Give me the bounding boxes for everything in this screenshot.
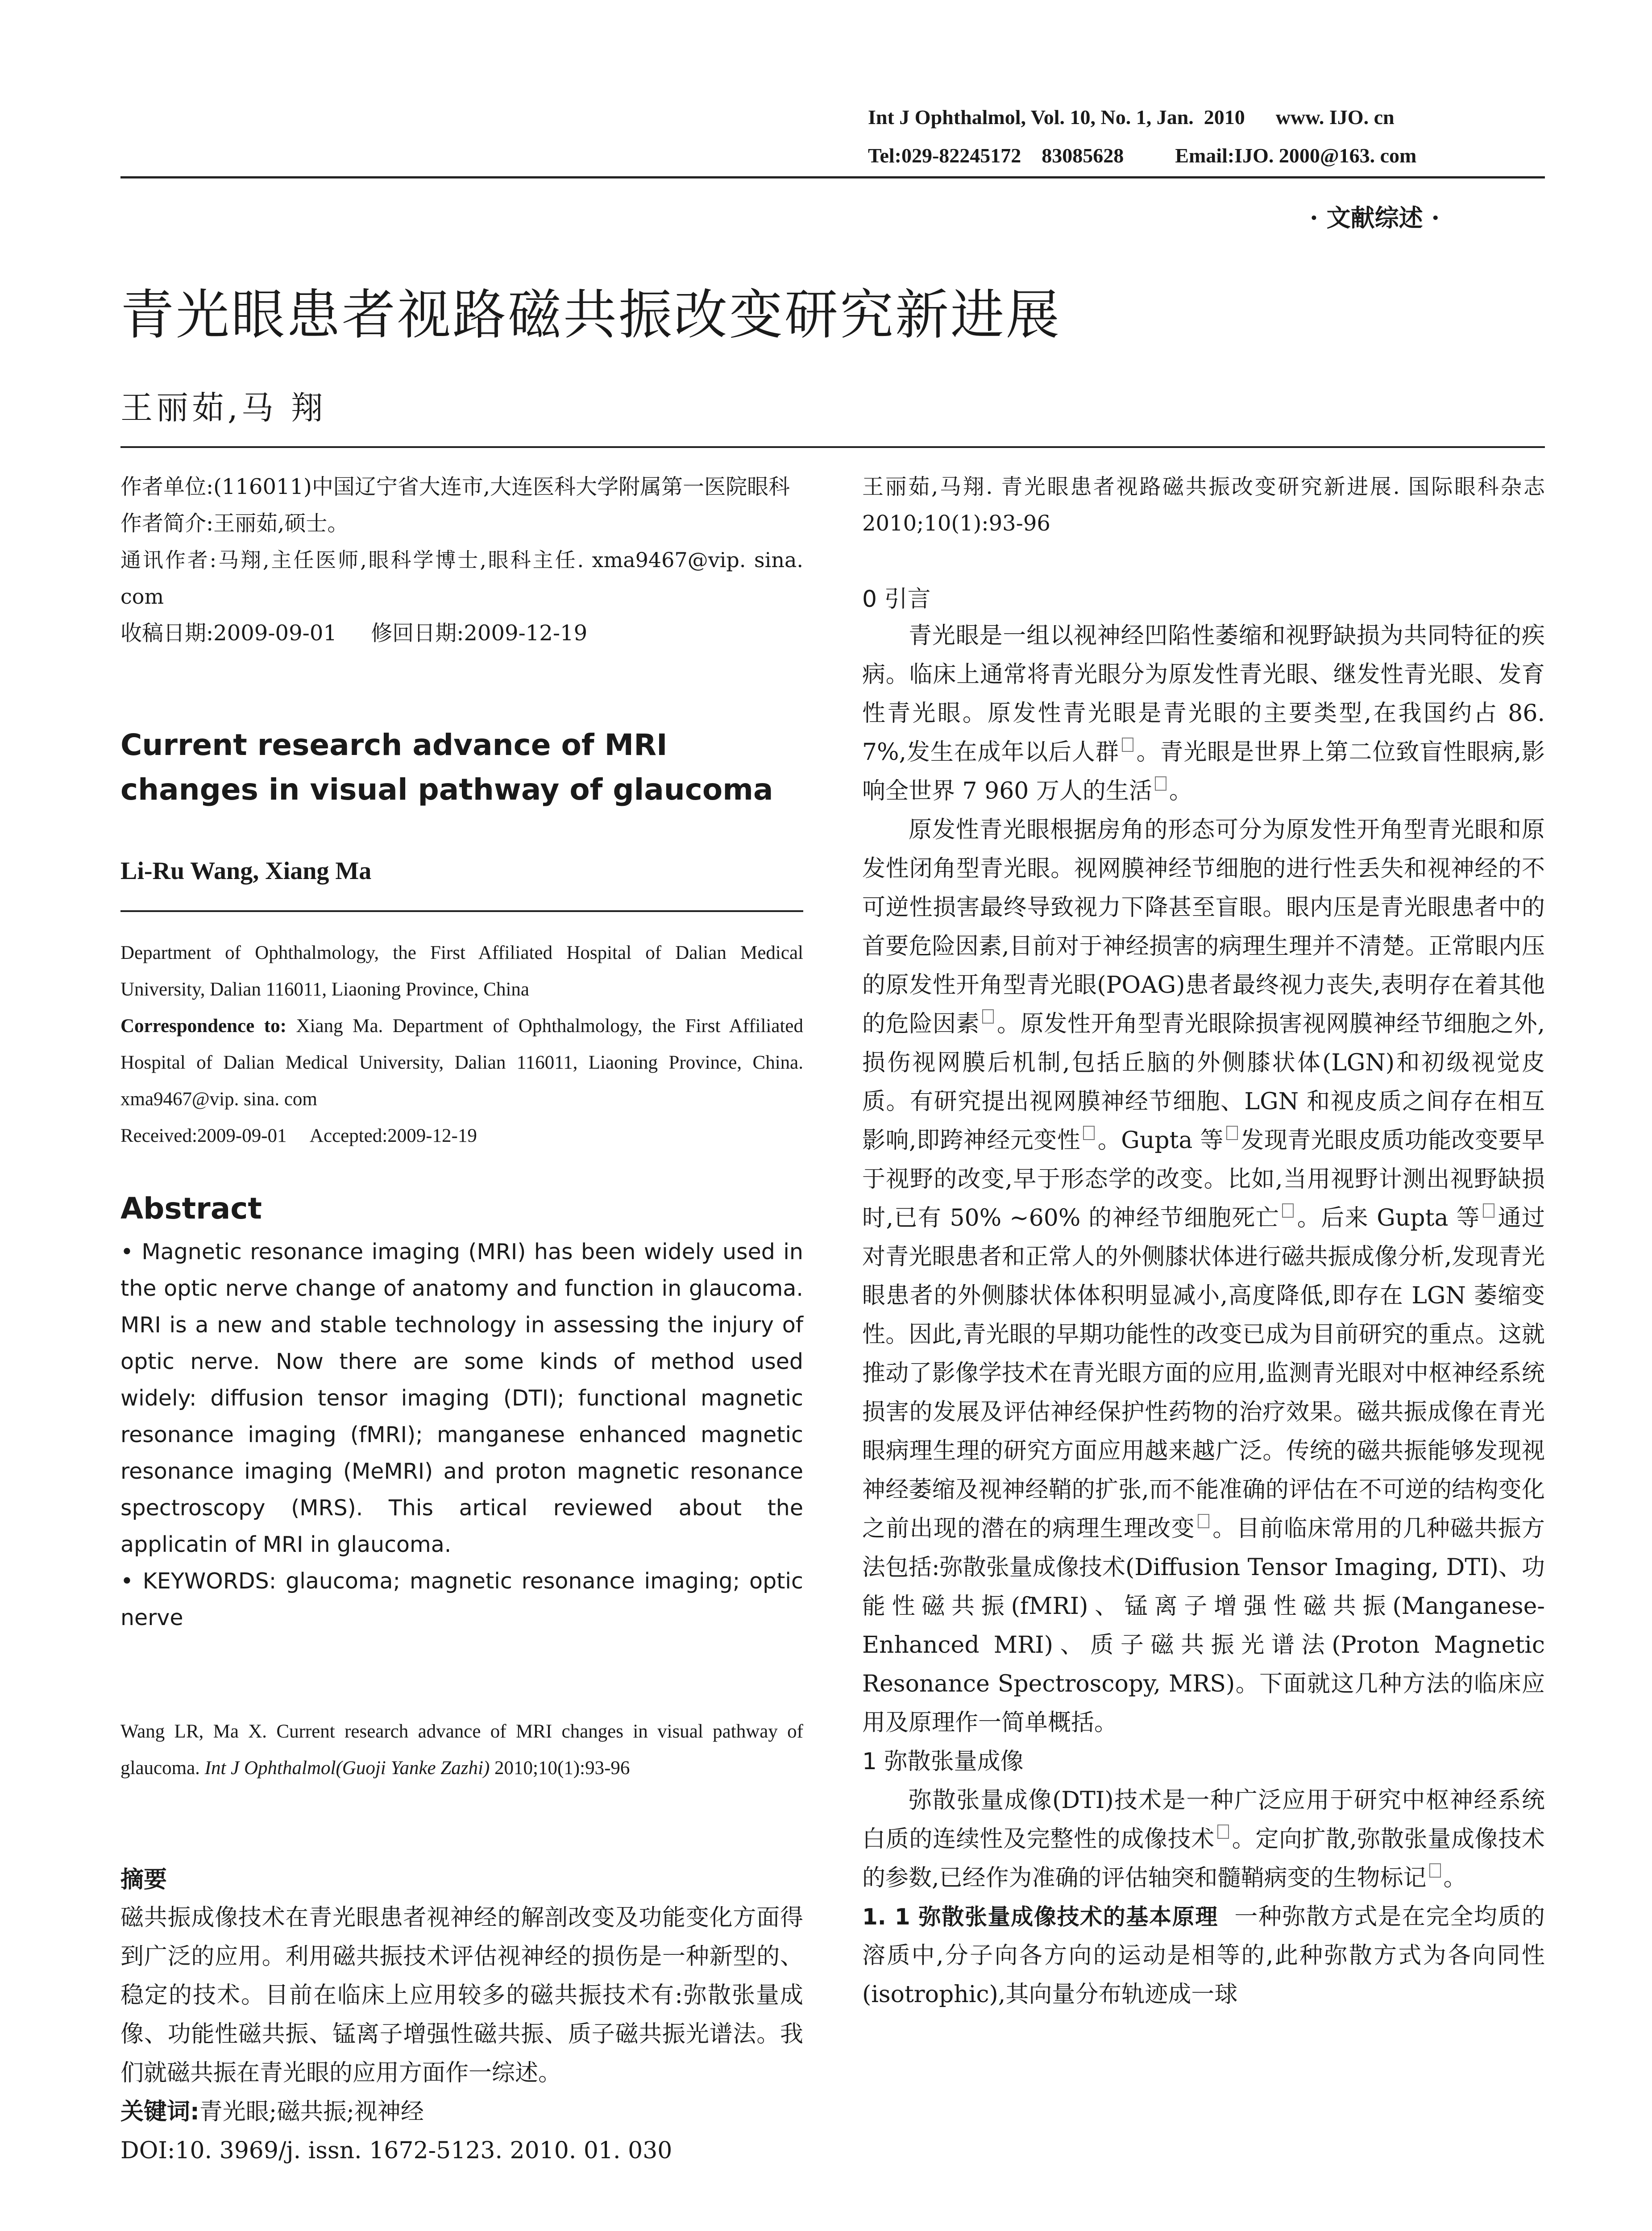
authors-en: Li-Ru Wang, Xiang Ma [120,857,372,885]
keywords-label-cn: 关键词: [120,2098,199,2125]
citation-cn: 王丽茹,马翔. 青光眼患者视路磁共振改变研究新进展. 国际眼科杂志 2010;10(1):93-96 [862,474,1545,536]
citation-marker [1282,1203,1294,1218]
affiliation-text: 作者单位:(116011)中国辽宁省大连市,大连医科大学附属第一医院眼科 [120,474,790,499]
corresponding-author: 通讯作者:马翔,主任医师,眼科学博士,眼科主任. xma9467@vip. sina. com [120,548,803,609]
section-0-heading: 0 引言 [862,586,931,613]
author-rule [120,910,803,912]
paragraph-dti-principle: 一种弥散方式是在完全均质的溶质中,分子向各方向的运动是相等的,此种弥散方式为各向同性(isotrophic),其向量分布轨迹成一球 [862,1903,1545,2008]
affiliation-en-block [120,935,803,1154]
paper-title-cn: 青光眼患者视路磁共振改变研究新进展 [120,284,1061,346]
received-dates-cn: 收稿日期:2009-09-01 修回日期:2009-12-19 [120,621,588,646]
citation-marker [1198,1514,1209,1528]
abstract-heading-cn: 摘要 [120,1866,167,1893]
paragraph-dti: 弥散张量成像(DTI)技术是一种广泛应用于研究中枢神经系统白质的连续性及完整性的成像技术 。定向扩散,弥散张量成像技术的参数,已经作为准确的评估轴突和髓鞘病变的生物标记 。 [862,1787,1545,1891]
section-1-heading: 1 弥散张量成像 [862,1748,1024,1775]
citation-cn-block [862,469,1545,542]
header-rule [120,176,1545,178]
abstract-block [120,1234,803,1636]
abstract-heading: Abstract [120,1191,262,1226]
title-rule [120,446,1545,448]
citation-marker [1217,1825,1229,1839]
abstract-text-cn: 磁共振成像技术在青光眼患者视神经的解剖改变及功能变化方面得到广泛的应用。利用磁共振技术评估视神经的损伤是一种新型的、稳定的技术。目前在临床上应用较多的磁共振技术有:弥散张量成像、功能性磁共振、锰离子增强性磁共振、质子磁共振光谱法。我们就磁共振在青光眼的应用方面作一综述。 [120,1904,803,2086]
abstract-text: • Magnetic resonance imaging (MRI) has been widely used in the optic nerve change of anatomy and function in glaucoma. MRI is a new and stable technology in assessing the injury of optic nerve. Now there are some kinds of method used widely: diffusion tensor imaging (DTI); functional magnetic resonance imaging (fMRI); manganese enhanced magnetic resonance imaging (MeMRI) and proton magnetic resonance spectroscopy (MRS). This artical reviewed about the applicatin of MRI in glaucoma. [120,1239,803,1557]
section-tag: · 文献综述 · [1310,203,1440,232]
body-text [862,617,1545,2014]
citation-marker [1483,1203,1494,1218]
keywords-en: • KEYWORDS: glaucoma; magnetic resonance imaging; optic nerve [120,1568,803,1630]
correspondence-text: Xiang Ma. Department of Ophthalmology, the First Affiliated Hospital of Dalian Medical University, Dalian 116011, Liaoning Province, China. xma9467@vip. sina. com [120,1016,803,1110]
subsection-1-1-heading: 1. 1 弥散张量成像技术的基本原理 [862,1904,1218,1930]
citation-en-text: Wang LR, Ma X. Current research advance of MRI changes in visual pathway of glaucoma. [120,1721,803,1779]
citation-marker [1429,1863,1441,1878]
citation-marker [1155,776,1166,791]
keywords-cn: 青光眼;磁共振;视神经 [199,2098,424,2125]
department-en: Department of Ophthalmology, the First Affiliated Hospital of Dalian Medical University, Dalian 116011, Liaoning Province, China [120,942,803,1000]
authors-cn: 王丽茹,马 翔 [120,389,327,427]
affiliation-block [120,469,803,651]
citation-marker [1083,1126,1095,1140]
correspondence-label: Correspondence to: [120,1016,286,1037]
doi: DOI:10. 3969/j. issn. 1672-5123. 2010. 01. 030 [120,2137,672,2164]
citation-journal: Int J Ophthalmol(Guoji Yanke Zazhi) [204,1758,490,1779]
citation-marker [1226,1126,1238,1140]
citation-en-block [120,1713,803,1787]
citation-marker [982,1009,994,1024]
paragraph-intro: 青光眼是一组以视神经凹陷性萎缩和视野缺损为共同特征的疾病。临床上通常将青光眼分为原发性青光眼、继发性青光眼、发育性青光眼。原发性青光眼是青光眼的主要类型,在我国约占 86. 7%,发生在成年以后人群 。青光眼是世界上第二位致盲性眼病,影响全世界 7 960 万人的生活 。 [862,622,1545,804]
paper-title-en: Current research advance of MRI changes in visual pathway of glaucoma [120,728,773,807]
received-dates-en: Received:2009-09-01 Accepted:2009-12-19 [120,1125,477,1146]
journal-header-line1: Int J Ophthalmol, Vol. 10, No. 1, Jan. 2010 www. IJO. cn [868,106,1395,129]
paragraph-primary-glaucoma: 原发性青光眼根据房角的形态可分为原发性开角型青光眼和原发性闭角型青光眼。视网膜神经节细胞的进行性丢失和视神经的不可逆性损害最终导致视力下降甚至盲眼。眼内压是青光眼患者中的首要危险因素,目前对于神经损害的病理生理并不清楚。正常眼内压的原发性开角型青光眼(POAG)患者最终视力丧失,表明存在着其他的危险因素 。原发性开角型青光眼除损害视网膜神经节细胞之外,损伤视网膜后机制,包括丘脑的外侧膝状体(LGN)和初级视觉皮质。有研究提出视网膜神经节细胞、LGN 和视皮质之间存在相互影响,即跨神经元变性 。Gupta 等 发现青光眼皮质功能改变要早于视野的改变,早于形态学的改变。比如,当用视野计测出视野缺损时,已有 50% ~60% 的神经节细胞死亡 。后来 Gupta 等 通过对青光眼患者和正常人的外侧膝状体进行磁共振成像分析,发现青光眼患者的外侧膝状体体积明显减小,高度降低,即存在 LGN 萎缩变性。因此,青光眼的早期功能性的改变已成为目前研究的重点。这就推动了影像学技术在青光眼方面的应用,监测青光眼对中枢神经系统损害的发展及评估神经保护性药物的治疗效果。磁共振成像在青光眼病理生理的研究方面应用越来越广泛。传统的磁共振能够发现视神经萎缩及视神经鞘的扩张,而不能准确的评估在不可逆的结构变化之前出现的潜在的病理生理改变 。目前临床常用的几种磁共振方法包括:弥散张量成像技术(Diffusion Tensor Imaging, DTI)、功能性磁共振(fMRI)、锰离子增强性磁共振(Manganese-Enhanced MRI)、质子磁共振光谱法(Proton Magnetic Resonance Spectroscopy, MRS)。下面就这几种方法的临床应用及原理作一简单概括。 [862,817,1545,1736]
citation-en-volume: 2010;10(1):93-96 [490,1758,630,1779]
author-bio: 作者简介:王丽茹,硕士。 [120,511,349,536]
abstract-cn-block [120,1899,803,2170]
journal-header-line2: Tel:029-82245172 83085628 Email:IJO. 2000@163. com [868,144,1417,167]
citation-marker [1122,738,1133,752]
